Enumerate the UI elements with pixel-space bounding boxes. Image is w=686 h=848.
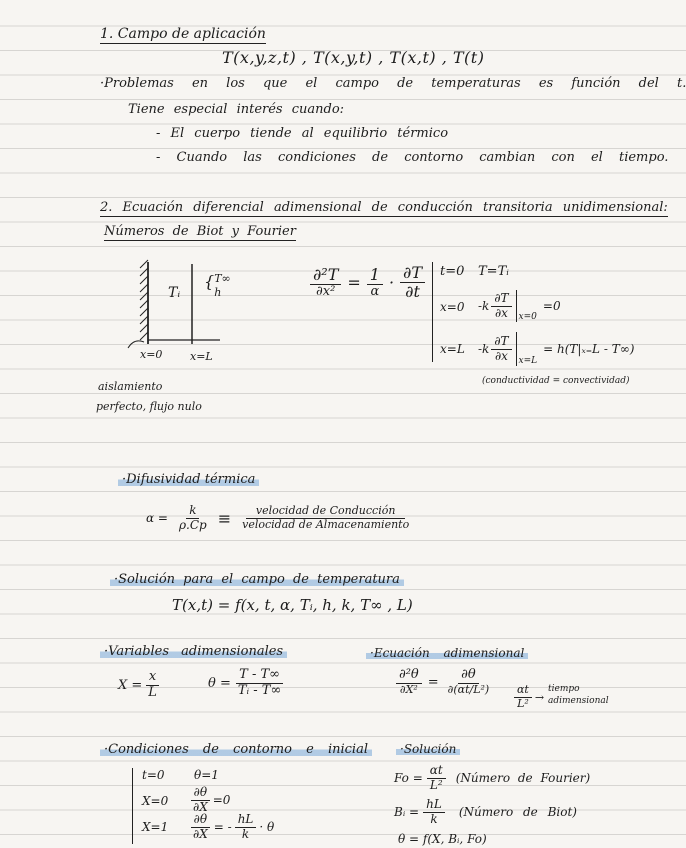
sketch-note1: aislamiento [98, 380, 163, 393]
bc-xl-num: ∂T [491, 335, 511, 350]
sketch-note2: perfecto, flujo nulo [96, 400, 202, 413]
pde-rhs-num: ∂T [400, 264, 425, 283]
variables-theta-den: Tᵢ - T∞ [237, 682, 282, 698]
ecuacion-adim-note1: tiempo [548, 684, 580, 694]
ecuacion-adim-arrow: → [534, 690, 545, 704]
pde-rhs-den: ∂t [405, 282, 420, 302]
condiciones-r3-fden: k [241, 826, 250, 841]
bc-x0-den: ∂x [494, 305, 508, 320]
ecuacion-adim-rhs-num: ∂θ [458, 668, 479, 684]
bc-x0-expr [478, 290, 561, 322]
bc-note: (conductividad = convectividad) [482, 376, 630, 386]
solucion-fo-lhs: Fo = [394, 771, 423, 786]
sketch-xl: x=L [190, 350, 213, 363]
sketch-ti: Tᵢ [168, 285, 181, 301]
bc-xl-rhs: = h(T|ₓ₌L - T∞) [543, 342, 635, 356]
pde-lhs-den: ∂x² [316, 284, 336, 300]
variables-x-num: x [146, 670, 159, 686]
bc-x0-rhs: =0 [542, 299, 561, 313]
ecuacion-adim-formula [396, 668, 492, 697]
ecuacion-adim-eq: = [427, 674, 439, 690]
variables-theta-num: T - T∞ [236, 668, 283, 684]
heat-equation [310, 264, 425, 302]
difusividad-ratio-den: velocidad de Almacenamiento [242, 517, 410, 531]
bc-xl-expr [478, 332, 634, 366]
bc-xl-den: ∂x [494, 348, 508, 363]
variables-theta-lhs: θ = [208, 675, 231, 691]
pde-one: 1 [367, 266, 383, 285]
bc-x0-lhs: -k [478, 299, 490, 313]
solucion-campo-formula: T(x,t) = f(x, t, α, Tᵢ, h, k, T∞ , L) [172, 596, 413, 614]
solucion-final: θ = f(X, Bᵢ, Fo) [398, 832, 487, 846]
variables-x-lhs: X = [118, 677, 143, 693]
bc-xl-sub: x=L [518, 356, 538, 366]
condiciones-r2-expr [190, 786, 230, 815]
bc-x0-sub: x=0 [518, 312, 537, 322]
ecuacion-adim-group [514, 684, 544, 710]
section1-bullet1: - El cuerpo tiende al equilibrio térmico [156, 126, 449, 141]
ecuacion-adim-note [548, 684, 609, 707]
bc-t0: t=0 [440, 264, 465, 279]
section1-formula: T(x,y,z,t) , T(x,y,t) , T(x,t) , T(t) [222, 48, 485, 67]
solucion-fo [394, 764, 590, 793]
solucion-fo-name: (Número de Fourier) [455, 771, 591, 786]
condiciones-r3-eq: = - [213, 820, 232, 835]
condiciones-r3-num: ∂θ [191, 813, 210, 828]
condiciones-r2-den: ∂X [193, 799, 208, 814]
bc-t0-value: T=Tᵢ [478, 264, 509, 279]
solucion-campo-title: ·Solución para el campo de temperatura [110, 572, 404, 587]
solucion-bi-name: (Número de Biot) [458, 805, 577, 820]
condiciones-r3-expr [190, 813, 274, 842]
condiciones-r2-a: X=0 [142, 794, 169, 808]
condiciones-r1-a: t=0 [142, 768, 165, 782]
ecuacion-adim-group-den: L² [517, 696, 529, 710]
solucion-bi-lhs: Bᵢ = [394, 805, 420, 820]
sketch-tinf: T∞ [214, 272, 231, 285]
sketch-x0: x=0 [140, 348, 163, 361]
ecuacion-adim-title: ·Ecuación adimensional [366, 646, 528, 660]
ecuacion-adim-group-num: αt [514, 684, 532, 698]
ecuacion-adim-rhs-den: ∂(αt/L²) [447, 682, 490, 696]
condiciones-r3-a: X=1 [142, 820, 169, 834]
condiciones-r3-fnum: hL [235, 813, 257, 828]
solucion-fo-num: αt [427, 764, 446, 779]
condiciones-r3-tail: · θ [259, 820, 275, 835]
ecuacion-adim-lhs-den: ∂X² [399, 682, 418, 696]
bc-xl: x=L [440, 342, 465, 356]
solucion-fo-den: L² [429, 777, 443, 792]
ecuacion-adim-note2: adimensional [548, 695, 609, 706]
difusividad-title: ·Difusividad térmica [118, 472, 259, 487]
sketch-bc-group: {T∞ h [204, 272, 231, 299]
difusividad-den: ρ.Cp [178, 517, 207, 532]
condiciones-r1-b: θ=1 [194, 768, 219, 782]
variables-theta [208, 668, 284, 699]
section1-bullet2: - Cuando las condiciones de contorno cambian con el tiempo. [156, 150, 669, 165]
section2-subtitle: Números de Biot y Fourier [104, 224, 296, 239]
difusividad-equiv: ≡ [217, 508, 232, 528]
condiciones-r3-den: ∂X [193, 826, 208, 841]
variables-x-den: L [148, 684, 157, 700]
condiciones-brace [132, 768, 133, 844]
solucion-bi [394, 798, 577, 827]
bc-x0-num: ∂T [491, 292, 511, 307]
pde-alpha: α [370, 284, 380, 300]
section1-line1: ·Problemas en los que el campo de temperaturas es función del t. [100, 76, 686, 91]
section2-title: 2. Ecuación diferencial adimensional de conducción transitoria unidimensional: [100, 200, 668, 215]
solucion-title: ·Solución [396, 742, 460, 756]
condiciones-r2-rhs: =0 [212, 793, 231, 808]
bc-brace [432, 262, 433, 362]
condiciones-title: ·Condiciones de contorno e inicial [100, 742, 372, 757]
difusividad-alpha: α = [146, 511, 168, 526]
solucion-bi-den: k [430, 811, 438, 826]
bc-x0: x=0 [440, 300, 465, 314]
sketch-h: h [214, 285, 222, 299]
ecuacion-adim-lhs-num: ∂²θ [396, 668, 422, 684]
bc-xl-lhs: -k [478, 342, 490, 356]
variables-title: ·Variables adimensionales [100, 644, 287, 659]
variables-x [118, 670, 160, 701]
pde-eq: = [347, 273, 361, 293]
difusividad-ratio-num: velocidad de Conducción [246, 505, 406, 519]
condiciones-r2-num: ∂θ [191, 786, 210, 801]
section1-line2: Tiene especial interés cuando: [128, 102, 345, 117]
section1-title: 1. Campo de aplicación [100, 26, 266, 42]
difusividad-num: k [186, 504, 199, 519]
difusividad-formula [146, 504, 412, 533]
solucion-bi-num: hL [423, 798, 445, 813]
pde-dot: · [388, 273, 395, 293]
pde-lhs-num: ∂²T [310, 266, 341, 285]
